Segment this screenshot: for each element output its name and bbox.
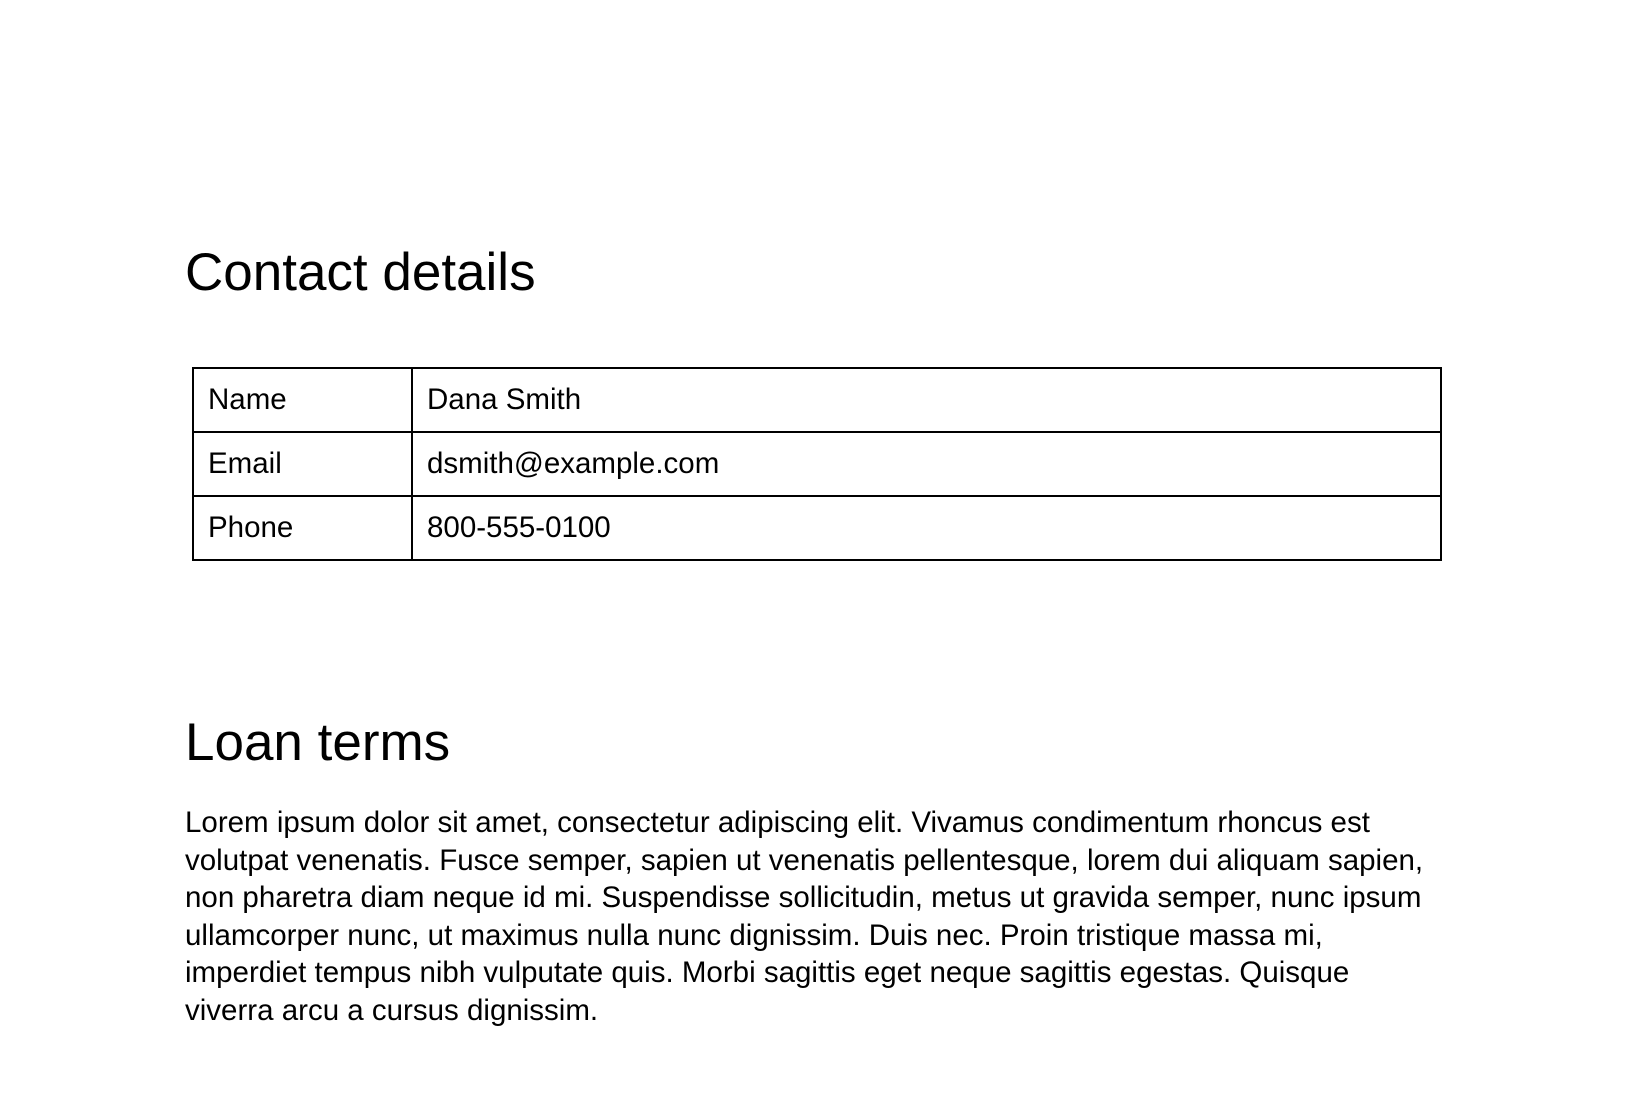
table-row-phone (193, 496, 1441, 560)
loan-terms-paragraph (185, 804, 1485, 1029)
name-label-cell: Name (193, 368, 412, 432)
table-row-name (193, 368, 1441, 432)
phone-value-cell: 800-555-0100 (412, 496, 1441, 560)
name-value-cell: Dana Smith (412, 368, 1441, 432)
contact-details-table (192, 367, 1442, 561)
table-row-email (193, 432, 1441, 496)
loan-terms-heading: Loan terms (185, 713, 451, 772)
email-value-cell: dsmith@example.com (412, 432, 1441, 496)
paragraph-line: viverra arcu a cursus dignissim. (185, 993, 599, 1027)
paragraph-line: non pharetra diam neque id mi. Suspendisse sollicitudin, metus ut gravida semper, nunc ipsum (185, 881, 1422, 914)
paragraph-line: imperdiet tempus nibh vulputate quis. Morbi sagittis eget neque sagittis egestas. Quisque (185, 956, 1350, 989)
paragraph-line: Lorem ipsum dolor sit amet, consectetur adipiscing elit. Vivamus condimentum rhoncus est (185, 806, 1370, 839)
paragraph-line: ullamcorper nunc, ut maximus nulla nunc dignissim. Duis nec. Proin tristique massa mi, (185, 918, 1323, 952)
paragraph-line: volutpat venenatis. Fusce semper, sapien ut venenatis pellentesque, lorem dui aliquam sapien, (185, 843, 1424, 877)
contact-details-heading: Contact details (185, 243, 536, 302)
email-label-cell: Email (193, 432, 412, 496)
phone-label-cell: Phone (193, 496, 412, 560)
